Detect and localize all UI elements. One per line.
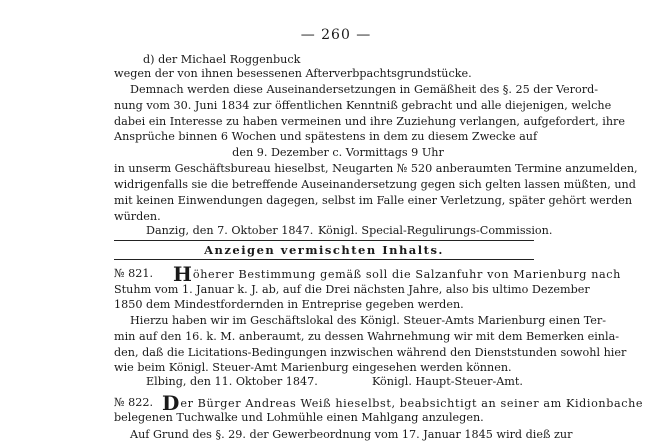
paragraph-line: in unserm Geschäftsbureau hieselbst, Neugarten № 520 anberaumten Termine anzumelden, bbox=[114, 162, 638, 175]
paragraph-line: Hierzu haben wir im Geschäftslokal des Königl. Steuer-Amts Marienburg einen Ter- bbox=[130, 314, 607, 327]
signature-authority: Königl. Special-Regulirungs-Commission. bbox=[318, 224, 553, 237]
paragraph-line: dabei ein Interesse zu haben vermeinen und ihre Zuziehung verlangen, aufgefordert, ihre bbox=[114, 115, 626, 128]
paragraph-line: belegenen Tuchwalke und Lohmühle einen Mahlgang anzulegen. bbox=[114, 411, 484, 424]
paragraph-line: den, daß die Licitations-Bedingungen inzwischen während den Dienststunden sowohl hier bbox=[114, 346, 627, 359]
initial-letter: D bbox=[162, 391, 180, 415]
paragraph-line: Ansprüche binnen 6 Wochen und spätestens in dem zu diesem Zwecke auf bbox=[114, 130, 538, 143]
paragraph-line: Auf Grund des §. 29. der Gewerbeordnung vom 17. Januar 1845 wird dieß zur bbox=[130, 428, 573, 441]
paragraph-line: nung vom 30. Juni 1834 zur öffentlichen Kenntniß gebracht und alle diejenigen, welche bbox=[114, 99, 612, 112]
section-heading: Anzeigen vermischten Inhalts. bbox=[204, 243, 444, 257]
paragraph-line: min auf den 16. k. M. anberaumt, zu dessen Wahrnehmung wir mit dem Bemerken einla- bbox=[114, 330, 620, 343]
date-line: den 9. Dezember c. Vormittags 9 Uhr bbox=[232, 146, 444, 159]
list-item-d: d) der Michael Roggenbuck bbox=[143, 53, 301, 66]
notice-first-line bbox=[173, 262, 621, 286]
signature-authority: Königl. Haupt-Steuer-Amt. bbox=[372, 375, 523, 388]
text-line: wegen der von ihnen besessenen Afterverbpachtsgrundstücke. bbox=[114, 67, 472, 80]
page-number: — 260 — bbox=[300, 27, 372, 43]
signature-place-date: Elbing, den 11. Oktober 1847. bbox=[146, 375, 318, 388]
paragraph-line: wie beim Königl. Steuer-Amt Marienburg eingesehen werden können. bbox=[114, 361, 512, 374]
signature-place-date: Danzig, den 7. Oktober 1847. bbox=[146, 224, 314, 237]
notice-number: № 822. bbox=[114, 396, 154, 409]
paragraph-line: Stuhm vom 1. Januar k. J. ab, auf die Drei nächsten Jahre, also bis ultimo Dezember bbox=[114, 283, 590, 296]
initial-letter: H bbox=[173, 262, 192, 286]
divider-rule bbox=[114, 240, 534, 241]
notice-number: № 821. bbox=[114, 267, 154, 280]
paragraph-line: würden. bbox=[114, 210, 161, 223]
text-fragment: öherer Bestimmung gemäß soll die Salzanfuhr von Marienburg nach bbox=[192, 268, 621, 281]
divider-rule bbox=[114, 259, 534, 260]
notice-first-line bbox=[162, 391, 644, 415]
paragraph-line: Demnach werden diese Auseinandersetzungen in Gemäßheit des §. 25 der Verord- bbox=[130, 83, 599, 96]
paragraph-line: 1850 dem Mindestfordernden in Entreprise gegeben werden. bbox=[114, 298, 464, 311]
text-fragment: er Bürger Andreas Weiß hieselbst, beabsichtigt an seiner am Kidionbache bbox=[180, 397, 644, 410]
paragraph-line: mit keinen Einwendungen dagegen, selbst im Falle einer Verletzung, später gehört werden bbox=[114, 194, 633, 207]
paragraph-line: widrigenfalls sie die betreffende Auseinandersetzung gegen sich gelten lassen müßten, und bbox=[114, 178, 636, 191]
